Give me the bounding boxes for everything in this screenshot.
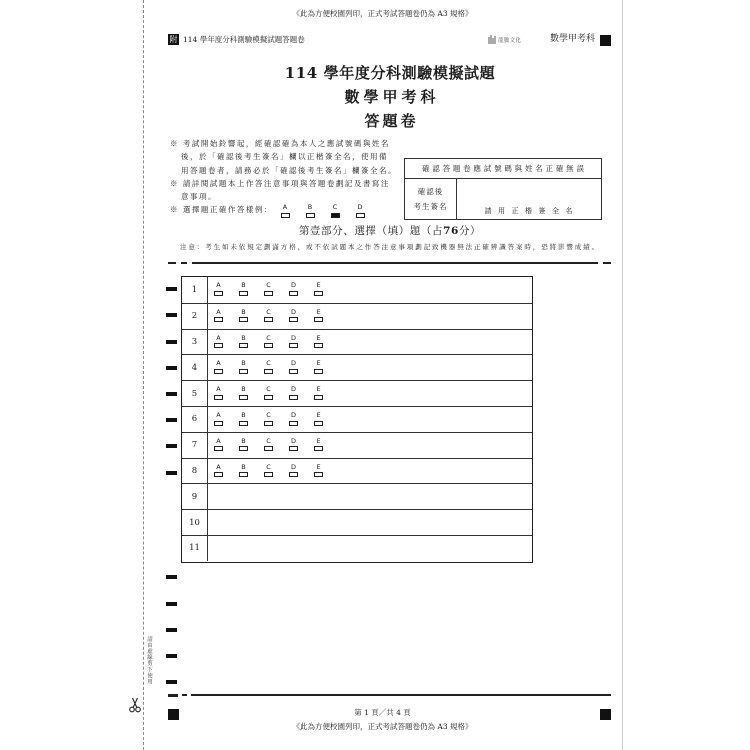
option-letter: B	[241, 411, 246, 419]
answer-row	[182, 509, 532, 535]
timing-mark	[166, 340, 177, 344]
section-title-prefix: 第壹部分、選擇（填）題（占	[298, 225, 444, 237]
option-box	[264, 446, 273, 451]
answer-row	[182, 432, 532, 458]
option-letter: C	[266, 385, 271, 394]
option-letter: C	[266, 462, 271, 471]
section-points: 76	[443, 225, 459, 237]
sample-label: ※ 選擇題正確作答樣例：	[170, 205, 273, 215]
option-box	[239, 317, 248, 322]
sample-option-box-filled	[331, 213, 340, 218]
option-box	[289, 446, 298, 451]
option-box	[214, 472, 223, 477]
option-letter: E	[316, 333, 321, 342]
option-box	[289, 421, 298, 426]
cut-dashed-line	[143, 0, 144, 750]
exam-title: 114 學年度分科測驗模擬試題	[284, 64, 496, 82]
answer-bubble-a	[214, 438, 224, 452]
answer-bubble-a	[214, 309, 224, 323]
option-letter: B	[241, 281, 246, 289]
answer-bubble-d	[289, 360, 299, 374]
answer-row	[182, 277, 532, 303]
option-box	[314, 395, 323, 400]
section-title-suffix: 分）	[458, 225, 482, 237]
option-box	[289, 395, 298, 400]
option-box	[214, 343, 223, 348]
sample-option-letter: B	[307, 203, 313, 211]
rule-line	[192, 262, 598, 264]
answer-bubble-d	[289, 386, 299, 400]
answer-row	[182, 535, 532, 561]
option-box	[214, 421, 223, 426]
option-letter: A	[216, 359, 221, 368]
rule-line	[191, 694, 611, 696]
sample-option-box	[306, 213, 315, 218]
option-box	[314, 421, 323, 426]
option-box	[314, 343, 323, 348]
answer-bubble-c	[264, 335, 274, 349]
answer-bubble-c	[264, 282, 274, 296]
option-letter: A	[216, 385, 221, 394]
timing-mark	[166, 471, 177, 475]
option-box	[264, 291, 273, 296]
timing-mark	[166, 602, 177, 606]
option-letter: D	[290, 359, 296, 368]
sample-option-letter: C	[332, 203, 338, 211]
option-box	[239, 291, 248, 296]
answer-bubble-c	[264, 412, 274, 426]
instruction-line: 意事項。	[181, 192, 217, 202]
option-letter: D	[290, 307, 296, 316]
timing-mark	[166, 444, 177, 448]
answer-bubble-e	[314, 309, 324, 323]
option-box	[289, 472, 298, 477]
timing-mark	[166, 366, 177, 370]
answer-bubble-c	[264, 309, 274, 323]
option-letter: D	[290, 281, 296, 289]
answer-bubble-a	[214, 282, 224, 296]
option-letter: B	[241, 333, 246, 342]
signature-label-line1: 確認後	[417, 187, 444, 196]
option-box	[239, 369, 248, 374]
option-box	[214, 369, 223, 374]
option-letter: A	[216, 462, 221, 471]
answer-bubble-d	[289, 309, 299, 323]
rule-dash	[182, 694, 187, 696]
timing-mark	[166, 654, 177, 658]
answer-row	[182, 458, 532, 484]
answer-bubble-a	[214, 360, 224, 374]
option-box	[264, 395, 273, 400]
sample-option-letter: D	[357, 203, 363, 211]
answer-bubble-d	[289, 464, 299, 478]
option-box	[289, 369, 298, 374]
answer-bubble-a	[214, 335, 224, 349]
answer-bubble-b	[239, 412, 249, 426]
option-letter: C	[266, 436, 271, 445]
option-letter: E	[316, 436, 321, 445]
question-number: 2	[182, 304, 208, 329]
option-letter: B	[241, 436, 246, 445]
option-box	[264, 421, 273, 426]
option-box	[264, 472, 273, 477]
answer-row	[182, 406, 532, 432]
signature-label-line2: 考生簽名	[413, 202, 448, 211]
sample-bubble-c	[330, 204, 340, 218]
option-letter: A	[216, 436, 221, 445]
option-box	[264, 317, 273, 322]
timing-mark	[166, 418, 177, 422]
answer-bubble-c	[264, 464, 274, 478]
logo-text: 龍騰文化	[498, 37, 522, 44]
exam-subject: 數學甲考科	[344, 88, 440, 106]
answer-bubble-e	[314, 464, 324, 478]
option-box	[239, 343, 248, 348]
option-box	[214, 291, 223, 296]
answer-bubble-a	[214, 464, 224, 478]
option-letter: C	[266, 333, 271, 342]
option-letter: B	[241, 307, 246, 316]
timing-mark	[166, 680, 177, 684]
question-number: 9	[182, 484, 208, 509]
option-box	[214, 395, 223, 400]
answer-bubble-b	[239, 335, 249, 349]
option-letter: D	[290, 411, 296, 419]
question-number: 8	[182, 459, 208, 484]
answer-bubble-d	[289, 412, 299, 426]
timing-mark	[166, 287, 177, 291]
answer-bubble-b	[239, 386, 249, 400]
page-edge-line	[622, 0, 623, 750]
timing-mark	[166, 628, 177, 632]
option-letter: C	[266, 281, 271, 289]
option-box	[314, 317, 323, 322]
signature-heading: 確認答題卷應試號碼與姓名正確無誤	[421, 164, 587, 173]
option-box	[289, 343, 298, 348]
answer-bubble-e	[314, 438, 324, 452]
option-letter: C	[266, 359, 271, 368]
answer-bubble-e	[314, 386, 324, 400]
alignment-square-top-right	[600, 35, 611, 46]
answer-bubble-d	[289, 438, 299, 452]
answer-bubble-a	[214, 412, 224, 426]
rule-dash	[168, 694, 178, 697]
option-letter: E	[316, 385, 321, 394]
question-number: 10	[182, 510, 208, 535]
question-number: 7	[182, 433, 208, 458]
answer-row	[182, 303, 532, 329]
answer-bubble-d	[289, 335, 299, 349]
answer-bubble-b	[239, 360, 249, 374]
question-number: 1	[182, 277, 208, 303]
answer-bubble-b	[239, 309, 249, 323]
option-box	[214, 446, 223, 451]
instruction-line: ※ 考試開始鈴響起，經確認確為本人之應試號碼與姓名	[170, 139, 390, 148]
page-number: 第 1 頁／共 4 頁	[354, 708, 411, 717]
option-box	[239, 395, 248, 400]
signature-area	[405, 178, 601, 219]
option-letter: A	[216, 307, 221, 316]
question-number: 5	[182, 381, 208, 406]
sample-bubble-a	[280, 204, 290, 218]
option-box	[314, 446, 323, 451]
answer-bubble-b	[239, 438, 249, 452]
answer-row	[182, 329, 532, 355]
answer-grid	[181, 276, 533, 563]
answer-bubble-b	[239, 464, 249, 478]
answer-bubble-e	[314, 360, 324, 374]
option-box	[289, 317, 298, 322]
answer-bubble-c	[264, 386, 274, 400]
signature-box	[404, 158, 602, 220]
option-letter: E	[316, 307, 321, 316]
timing-mark	[166, 575, 177, 579]
option-letter: A	[216, 281, 221, 289]
header-subject: 數學甲考科	[550, 34, 596, 44]
option-letter: A	[216, 333, 221, 342]
option-box	[314, 291, 323, 296]
option-letter: E	[316, 359, 321, 368]
answer-bubble-c	[264, 360, 274, 374]
option-letter: E	[316, 281, 321, 289]
instruction-line: 後，於「確認後考生簽名」欄以正楷簽全名，使用備	[181, 152, 388, 162]
answer-bubble-b	[239, 282, 249, 296]
sample-option-box	[356, 213, 365, 218]
publisher-logo	[488, 33, 521, 46]
sample-bubble-d	[355, 204, 365, 218]
question-number: 3	[182, 330, 208, 355]
sample-bubble-b	[305, 204, 315, 218]
doc-type-title: 答題卷	[364, 112, 419, 130]
option-letter: E	[316, 411, 321, 419]
cut-hint: 請由虛線剪下使用	[146, 636, 152, 685]
option-letter: D	[290, 462, 296, 471]
question-number: 6	[182, 407, 208, 432]
rule-dash	[181, 262, 187, 264]
option-box	[264, 343, 273, 348]
section-note: 注意：考生如未依規定劃滿方格，或不依試題本之作答注意事項劃記致機器無法正確辨識答案時，恐將影響成績。	[180, 243, 600, 251]
timing-mark	[166, 313, 177, 317]
section-title	[180, 224, 600, 238]
scissors-icon	[128, 697, 142, 713]
footer-notice: 《此為方便校園列印，正式考試答題卷仍為 A3 規格》	[292, 722, 473, 731]
sample-option-letter: A	[282, 203, 288, 211]
sample-option-box	[281, 213, 290, 218]
option-letter: C	[266, 411, 271, 419]
option-box	[314, 369, 323, 374]
option-letter: D	[290, 385, 296, 394]
instruction-line: ※ 請詳閱試題本上作答注意事項與答題卷劃記及書寫注	[170, 178, 390, 188]
option-letter: B	[241, 359, 246, 368]
option-letter: E	[316, 462, 321, 471]
option-letter: C	[266, 307, 271, 316]
instruction-line: 用答題卷者，請務必於「確認後考生簽名」欄簽全名。	[181, 165, 397, 175]
header-title: 114 學年度分科測驗模擬試題答題卷	[183, 35, 305, 44]
option-letter: D	[290, 436, 296, 445]
answer-bubble-e	[314, 282, 324, 296]
answer-bubble-d	[289, 282, 299, 296]
option-box	[239, 472, 248, 477]
option-letter: B	[241, 385, 246, 394]
answer-bubble-a	[214, 386, 224, 400]
signature-label	[405, 179, 457, 219]
rule-dash	[168, 262, 176, 264]
top-notice: 《此為方便校園列印，正式考試答題卷仍為 A3 規格》	[292, 9, 473, 18]
answer-row	[182, 354, 532, 380]
option-letter: B	[241, 462, 246, 471]
header-badge: 附	[169, 35, 178, 44]
signature-hint: 請用正楷簽全名	[484, 207, 579, 215]
question-number: 4	[182, 355, 208, 380]
answer-bubble-e	[314, 412, 324, 426]
answer-row	[182, 483, 532, 509]
option-box	[264, 369, 273, 374]
option-box	[214, 317, 223, 322]
question-number: 11	[182, 536, 208, 561]
option-box	[239, 446, 248, 451]
answer-bubble-c	[264, 438, 274, 452]
option-box	[289, 291, 298, 296]
option-letter: D	[290, 333, 296, 342]
sample-answer-example	[280, 204, 380, 218]
option-box	[314, 472, 323, 477]
logo-icon	[488, 34, 496, 45]
timing-mark	[166, 392, 177, 396]
answer-bubble-e	[314, 335, 324, 349]
rule-dash	[603, 262, 611, 264]
option-letter: A	[216, 411, 221, 419]
option-box	[239, 421, 248, 426]
answer-row	[182, 380, 532, 406]
